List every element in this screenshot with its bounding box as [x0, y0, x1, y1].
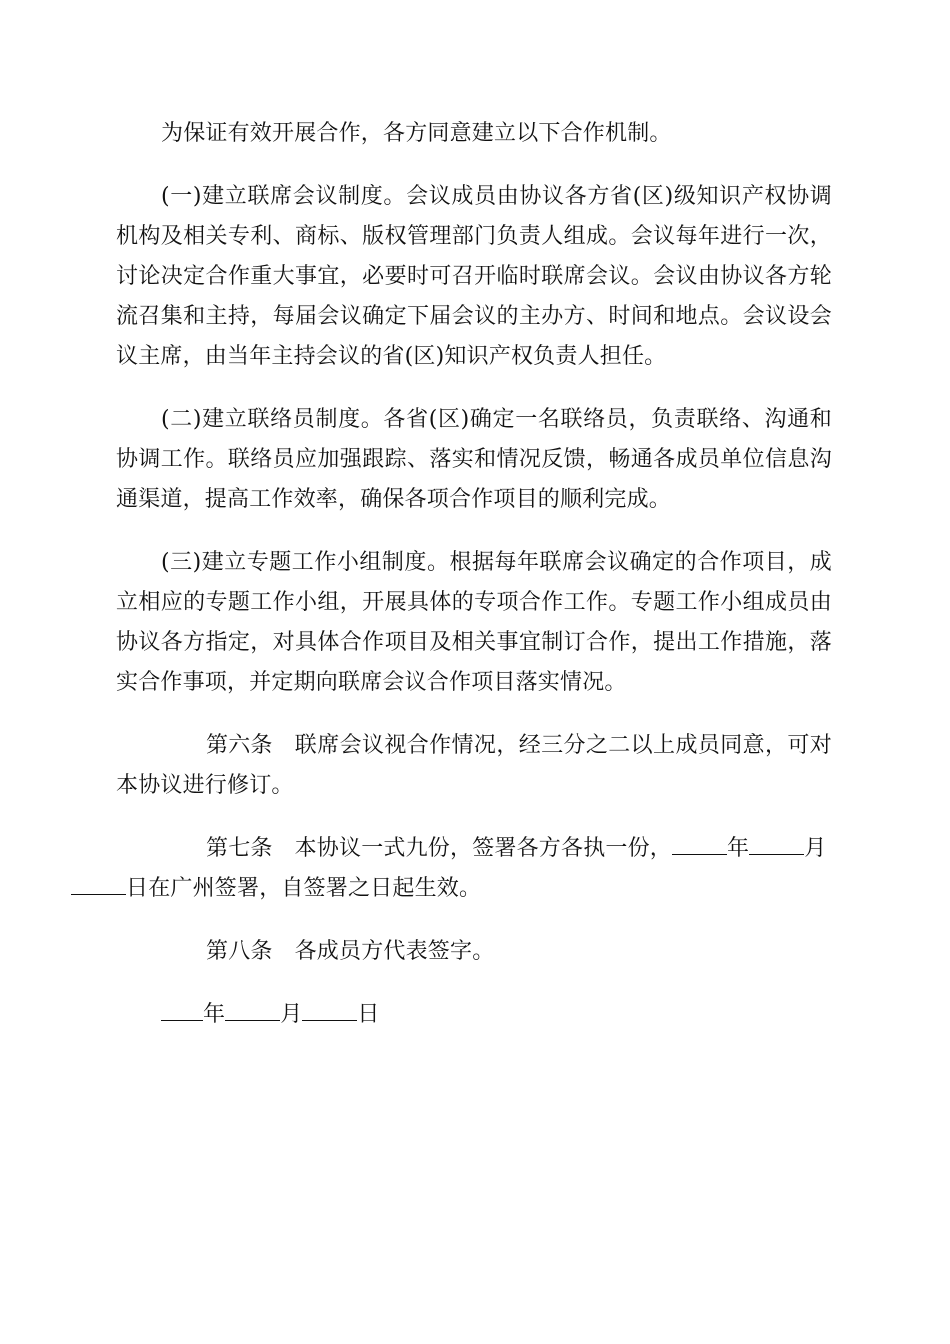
year-label: 年	[727, 836, 750, 861]
article-seven	[116, 829, 832, 909]
month-label: 月	[804, 836, 827, 861]
article-six	[116, 726, 832, 806]
article-seven-text-a: 本协议一式九份，签署各方各执一份，	[294, 836, 673, 861]
article-six-label: 第六条	[206, 733, 273, 758]
paragraph-liaison: (二)建立联络员制度。各省(区)确定一名联络员，负责联络、沟通和协调工作。联络员应加强跟踪、落实和情况反馈，畅通各成员单位信息沟通渠道，提高工作效率，确保各项合作项目的顺利完成。	[116, 407, 832, 512]
signature-date-line	[116, 995, 832, 1035]
article-eight	[116, 932, 832, 972]
article-eight-text: 各成员方代表签字。	[294, 939, 495, 964]
signature-day-label: 日	[357, 1002, 380, 1027]
paragraph-joint-meeting: (一)建立联席会议制度。会议成员由协议各方省(区)级知识产权协调机构及相关专利、商标、版权管理部门负责人组成。会议每年进行一次，讨论决定合作重大事宜，必要时可召开临时联席会议。会议由协议各方轮流召集和主持，每届会议确定下届会议的主办方、时间和地点。会议设会议主席，由当年主持会议的省(区)知识产权负责人担任。	[116, 184, 832, 369]
signature-day-blank[interactable]	[302, 1000, 357, 1021]
paragraph-intro: 为保证有效开展合作，各方同意建立以下合作机制。	[161, 121, 672, 146]
signature-year-blank[interactable]	[161, 1000, 203, 1021]
month-blank[interactable]	[749, 834, 804, 855]
paragraph-working-group: (三)建立专题工作小组制度。根据每年联席会议确定的合作项目，成立相应的专题工作小组，开展具体的专项合作工作。专题工作小组成员由协议各方指定，对具体合作项目及相关事宜制订合作，提出工作措施，落实合作事项，并定期向联席会议合作项目落实情况。	[116, 550, 832, 695]
signature-month-blank[interactable]	[225, 1000, 280, 1021]
article-six-text: 联席会议视合作情况，经三分之二以上成员同意，可对本协议进行修订。	[116, 733, 832, 798]
article-eight-label: 第八条	[206, 939, 273, 964]
day-blank[interactable]	[71, 874, 126, 895]
signature-month-label: 月	[280, 1002, 303, 1027]
article-seven-label: 第七条	[206, 836, 273, 861]
year-blank[interactable]	[672, 834, 727, 855]
article-seven-text-b: 日在广州签署，自签署之日起生效。	[126, 876, 482, 901]
document-body	[116, 114, 832, 1058]
signature-year-label: 年	[203, 1002, 226, 1027]
